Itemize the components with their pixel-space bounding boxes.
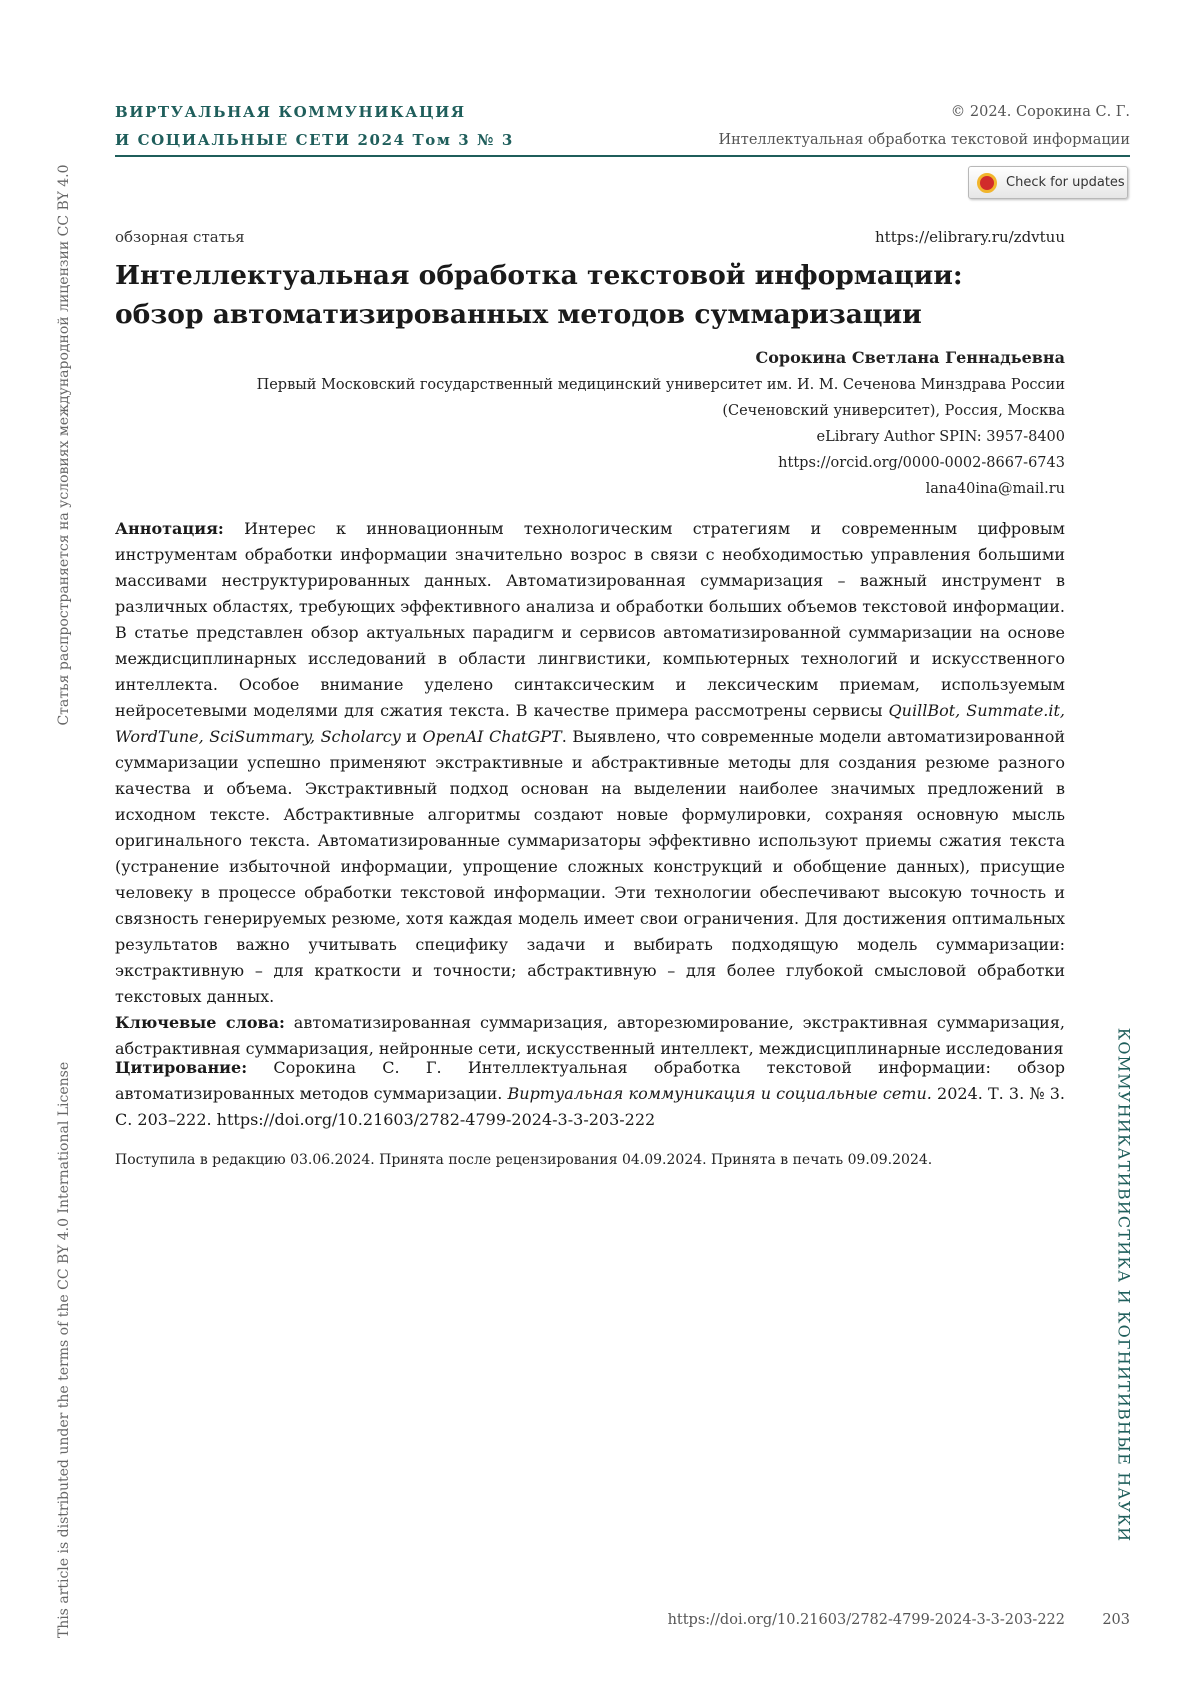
abstract-services-2: OpenAI ChatGPT [422,727,562,746]
affiliation-line1: Первый Московский государственный медицинский университет им. И. М. Сеченова Минздрава России [256,377,1065,393]
header-divider [115,155,1130,157]
journal-title-line1: ВИРТУАЛЬНАЯ КОММУНИКАЦИЯ [115,103,466,121]
crossmark-icon [977,173,997,193]
author-block [165,344,1065,502]
citation-text-1: Сорокина С. Г. Интеллектуальная обработка текстовой информации: обзор автоматизированных методов суммаризации. [115,1058,1065,1103]
side-license-ru: Статья распространяется на условиях международной лицензии CC BY 4.0 [56,164,72,726]
elibrary-link[interactable]: https://elibrary.ru/zdvtuu [875,228,1065,246]
keywords-label: Ключевые слова: [115,1013,285,1032]
page-number: 203 [1102,1612,1130,1628]
footer-doi-link[interactable]: https://doi.org/10.21603/2782-4799-2024-3-3-203-222 [667,1612,1065,1628]
citation-text-2: 2024. Т. 3. № 3. С. 203–222. https://doi.org/10.21603/2782-4799-2024-3-3-203-222 [115,1084,1065,1129]
journal-title-line2: И СОЦИАЛЬНЫЕ СЕТИ 2024 Том 3 № 3 [115,131,514,149]
check-for-updates-label: Check for updates [1006,175,1125,190]
abstract-and: и [400,727,423,746]
received-dates: Поступила в редакцию 03.06.2024. Принята после рецензирования 04.09.2024. Принята в печать 09.09.2024. [115,1152,933,1168]
side-license-en: This article is distributed under the terms of the CC BY 4.0 International License [56,1061,72,1639]
abstract-label: Аннотация: [115,519,224,538]
citation-paragraph [115,1055,1065,1133]
author-spin: eLibrary Author SPIN: 3957-8400 [816,429,1065,445]
citation-label: Цитирование: [115,1058,248,1077]
author-email-link[interactable]: lana40ina@mail.ru [925,481,1065,497]
abstract-text-1: Интерес к инновационным технологическим стратегиям и современным цифровым инструментам обработки информации значительно возрос в связи с необходимостью управления большими массивами неструктурированных данных. Автоматизированная суммаризация – важный инструмент в различных областях, требующих эффективного анализа и обработки больших объемов текстовой информации. В статье представлен обзор актуальных парадигм и сервисов автоматизированной суммаризации на основе междисциплинарных исследований в области лингвистики, компьютерных технологий и искусственного интеллекта. Особое внимание уделено синтаксическим и лексическим приемам, используемым нейросетевыми моделями для сжатия текста. В качестве примера рассмотрены сервисы [115,519,1065,720]
running-title: Интеллектуальная обработка текстовой информации [718,132,1130,148]
copyright: © 2024. Сорокина С. Г. [950,104,1130,120]
article-type: обзорная статья [115,228,245,246]
side-section-title: КОММУНИКАТИВИСТИКА И КОГНИТИВНЫЕ НАУКИ [1114,1027,1134,1543]
article-title-line2: обзор автоматизированных методов суммаризации [115,299,922,330]
article-title-line1: Интеллектуальная обработка текстовой информации: [115,260,963,291]
abstract-text-2: . Выявлено, что современные модели автоматизированной суммаризации успешно применяют экстрактивные и абстрактивные методы для создания резюме разного качества и объема. Экстрактивный подход основан на выделении наиболее значимых предложений в исходном тексте. Абстрактивные алгоритмы создают новые формулировки, сохраняя основную мысль оригинального текста. Автоматизированные суммаризаторы эффективно используют приемы сжатия текста (устранение избыточной информации, упрощение сложных конструкций и обобщение данных), присущие человеку в процессе обработки текстовой информации. Эти технологии обеспечивают высокую точность и связность генерируемых резюме, хотя каждая модель имеет свои ограничения. Для достижения оптимальных результатов важно учитывать специфику задачи и выбирать подходящую модель суммаризации: экстрактивную – для краткости и точности; абстрактивную – для более глубокой смысловой обработки текстовых данных. [115,727,1066,1006]
abstract-paragraph [115,516,1065,1010]
check-for-updates-button[interactable] [968,166,1128,199]
abstract-services-1: QuillBot, Summate.it, WordTune, SciSummary, Scholarcy [115,701,1066,746]
header-right [570,98,1130,154]
author-orcid-link[interactable]: https://orcid.org/0000-0002-8667-6743 [778,455,1065,471]
keywords-text: автоматизированная суммаризация, авторезюмирование, экстрактивная суммаризация, абстрактивная суммаризация, нейронные сети, искусственный интеллект, междисциплинарные исследования [115,1013,1066,1058]
author-name: Сорокина Светлана Геннадьевна [755,348,1065,367]
article-title [115,256,1065,334]
citation-journal: Виртуальная коммуникация и социальные сети. [507,1084,932,1103]
affiliation-line2: (Сеченовский университет), Россия, Москва [722,403,1065,419]
abstract-section [115,516,1065,1062]
citation-section [115,1055,1065,1133]
